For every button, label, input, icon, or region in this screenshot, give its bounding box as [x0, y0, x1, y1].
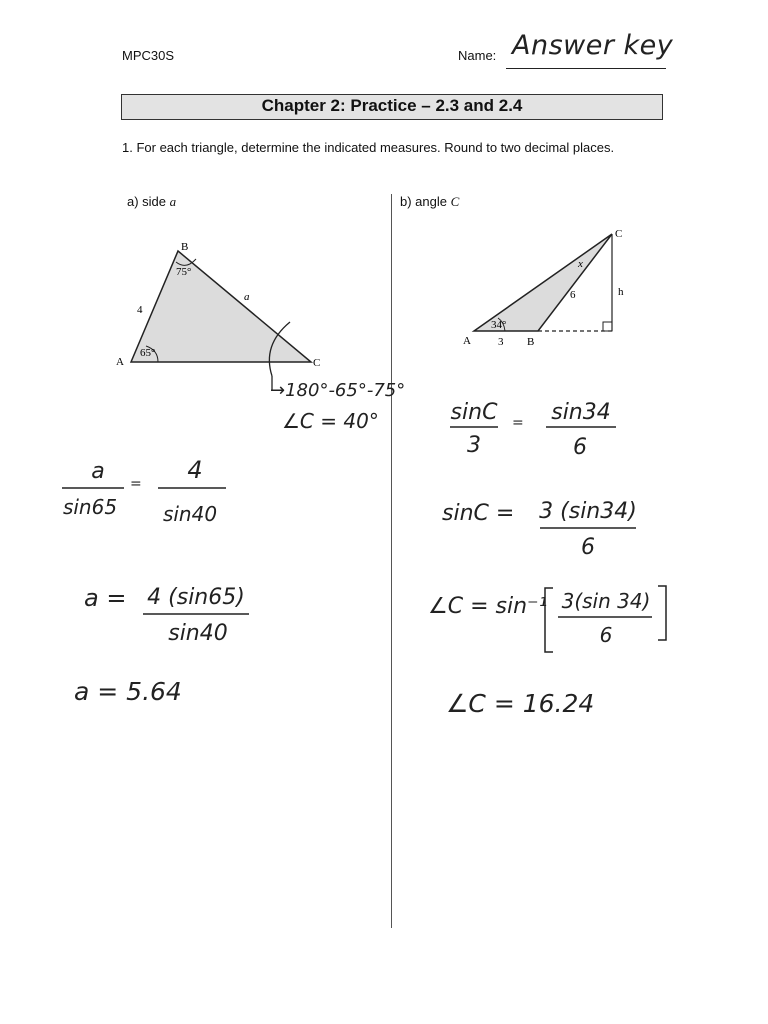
- tri-a-angle-a: 65°: [140, 347, 156, 359]
- triangle-a: [131, 251, 311, 362]
- course-code: MPC30S: [122, 48, 175, 63]
- b-eq3-lhs: ∠C = sin⁻¹: [428, 594, 548, 619]
- angle-c-calc: →180°-65°-75°: [270, 380, 406, 401]
- part-b-label-text: b) angle: [400, 194, 451, 209]
- b-eq2-lhs: sinC =: [442, 501, 515, 526]
- a-eq2-num: 4 (sin65): [147, 585, 245, 610]
- b-result: ∠C = 16.24: [446, 689, 595, 718]
- tri-a-angle-b: 75°: [176, 266, 192, 278]
- b-eq3-right-bracket: [658, 586, 666, 640]
- tri-b-side-ab: 3: [498, 336, 504, 348]
- b-eq1-equals: =: [512, 415, 524, 431]
- tri-b-vertex-b: B: [527, 336, 535, 348]
- triangle-b: [474, 234, 612, 331]
- a-eq1-right-den: sin40: [162, 502, 218, 526]
- a-eq1-left-num: a: [91, 459, 105, 484]
- tri-b-height: h: [618, 286, 624, 298]
- a-eq1-right-num: 4: [187, 456, 203, 484]
- tri-a-vertex-a: A: [116, 356, 124, 368]
- b-eq3-num: 3(sin 34): [561, 589, 651, 613]
- a-eq1-equals: =: [130, 476, 142, 492]
- angle-c-result: ∠C = 40°: [282, 409, 379, 433]
- part-a-label-text: a) side: [127, 194, 170, 209]
- part-a-label-var: a: [169, 194, 177, 209]
- question-instruction: 1. For each triangle, determine the indicated measures. Round to two decimal places.: [122, 140, 615, 155]
- tri-b-angle-c: x: [578, 258, 583, 270]
- triangle-b-figure: [474, 234, 612, 331]
- b-eq1-right-num: sin34: [551, 400, 611, 425]
- b-eq2-den: 6: [581, 535, 595, 560]
- page-title: Chapter 2: Practice – 2.3 and 2.4: [261, 96, 523, 115]
- b-eq1-left-den: 3: [467, 433, 481, 458]
- tri-a-vertex-b: B: [181, 241, 189, 253]
- tri-a-vertex-c: C: [313, 357, 321, 369]
- a-eq2-lhs: a =: [84, 584, 127, 612]
- right-angle-mark: [603, 322, 612, 331]
- tri-b-vertex-c: C: [615, 228, 623, 240]
- name-value: Answer key: [512, 30, 674, 61]
- b-eq3-den: 6: [599, 623, 613, 647]
- a-result: a = 5.64: [74, 677, 182, 706]
- tri-b-angle-a: 34°: [491, 319, 507, 331]
- b-eq1-left-num: sinC: [450, 400, 498, 425]
- part-b-label-var: C: [450, 194, 460, 209]
- a-eq2-den: sin40: [168, 621, 228, 646]
- tri-a-side-ab: 4: [137, 304, 143, 316]
- tri-a-side-bc: a: [244, 291, 250, 303]
- tri-b-side-bc: 6: [570, 289, 576, 301]
- b-eq2-num: 3 (sin34): [539, 499, 637, 524]
- tri-b-vertex-a: A: [463, 335, 471, 347]
- a-eq1-left-den: sin65: [62, 495, 118, 519]
- b-eq1-right-den: 6: [573, 435, 587, 460]
- name-label: Name:: [458, 48, 497, 63]
- triangle-a-figure: [131, 251, 311, 362]
